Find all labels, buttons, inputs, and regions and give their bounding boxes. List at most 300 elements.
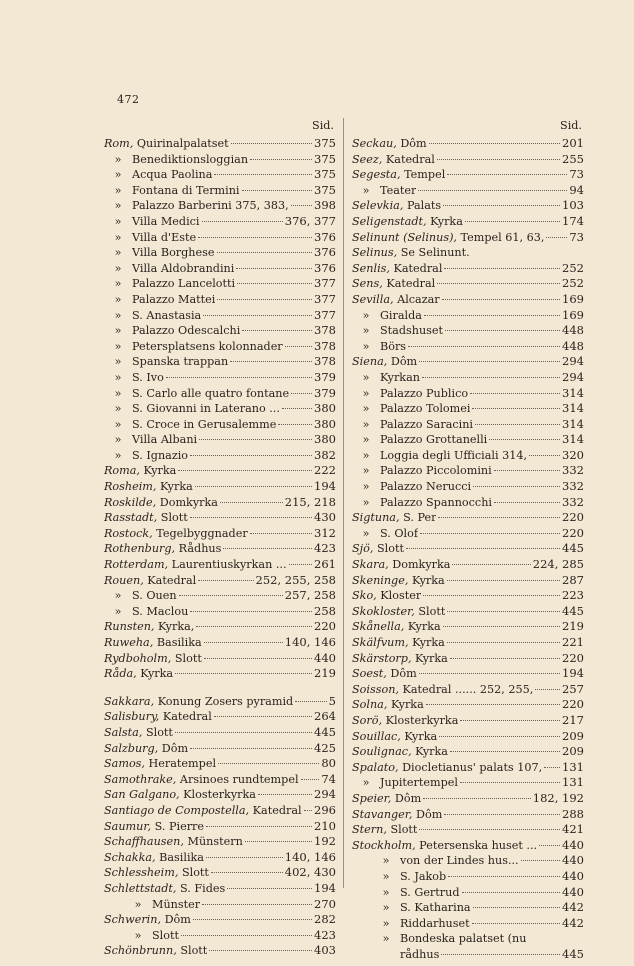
- entry-text: S. Ivo: [132, 370, 164, 384]
- ditto-mark: »: [114, 402, 122, 416]
- index-entry: [352, 276, 584, 292]
- index-entry: [352, 323, 584, 339]
- ditto-mark: »: [114, 199, 122, 213]
- page-reference: 440: [562, 853, 584, 868]
- entry-text: Palazzo Nerucci: [380, 480, 472, 494]
- page-reference: 398: [314, 198, 336, 213]
- leader-dots: [443, 626, 560, 627]
- leader-dots: [211, 872, 283, 873]
- page-reference: 380: [314, 416, 336, 431]
- entry-label: [104, 495, 218, 511]
- place-name: Segesta,: [352, 168, 401, 182]
- page-reference: 376: [314, 260, 336, 275]
- index-entry: [352, 354, 584, 370]
- entry-label: [104, 198, 289, 214]
- ditto-mark: »: [114, 339, 122, 353]
- ditto-mark: »: [382, 916, 390, 930]
- index-entry: [104, 865, 336, 881]
- index-entry: [104, 198, 336, 214]
- page-reference: 194: [314, 880, 336, 895]
- entry-text: Palazzo Saracini: [380, 417, 474, 431]
- leader-dots: [198, 580, 253, 581]
- index-entry: [352, 853, 584, 869]
- ditto-mark: »: [362, 308, 370, 322]
- index-entry: [352, 510, 584, 526]
- entry-text: S. Ouen: [132, 589, 177, 603]
- leader-dots: [447, 580, 560, 581]
- leader-dots: [245, 841, 312, 842]
- leader-dots: [195, 486, 312, 487]
- entry-label: [104, 214, 200, 230]
- entry-label: [104, 136, 229, 152]
- page-reference: 442: [562, 915, 584, 930]
- entry-text: Arsinoes rundtempel: [176, 772, 299, 786]
- leader-dots: [452, 564, 530, 565]
- leader-dots: [419, 673, 560, 674]
- entry-text: Palazzo Barberini 375, 383,: [132, 199, 289, 213]
- entry-text: S. Croce in Gerusalemme: [132, 417, 277, 431]
- entry-label: [104, 651, 202, 667]
- entry-label: [352, 510, 436, 526]
- index-entry: [104, 510, 336, 526]
- page-reference: 252: [562, 260, 584, 275]
- place-name: Soulignac,: [352, 745, 412, 759]
- index-entry: [104, 432, 336, 448]
- entry-label: [352, 526, 418, 542]
- entry-text: Kyrkan: [380, 370, 420, 384]
- entry-text: Heratempel: [144, 757, 217, 771]
- index-entry: [104, 417, 336, 433]
- index-entry: [104, 772, 336, 788]
- leader-dots: [494, 502, 560, 503]
- page-reference: 252: [562, 276, 584, 291]
- index-entry: [104, 276, 336, 292]
- page-reference: 378: [314, 354, 336, 369]
- ditto-mark: »: [114, 417, 122, 431]
- page-reference: 209: [562, 728, 584, 743]
- leader-dots: [470, 393, 560, 394]
- index-entry: [104, 214, 336, 230]
- entry-label: [352, 666, 417, 682]
- leader-dots: [278, 424, 312, 425]
- page-reference: 332: [562, 479, 584, 494]
- entry-text: Villa Borghese: [132, 246, 215, 260]
- entry-label: [352, 401, 470, 417]
- entry-text: Dôm: [387, 355, 418, 369]
- leader-dots: [258, 794, 312, 795]
- index-entry: [104, 479, 336, 495]
- index-entry: [104, 943, 336, 959]
- leader-dots: [304, 810, 312, 811]
- index-entry: [352, 807, 584, 823]
- page-reference: 103: [562, 198, 584, 213]
- page-reference: 209: [562, 744, 584, 759]
- place-name: Skara,: [352, 558, 389, 572]
- place-name: Seckau,: [352, 137, 397, 150]
- entry-text: Basilika: [153, 636, 202, 649]
- entry-text: Palazzo Piccolomini: [380, 464, 492, 478]
- entry-text: Spanska trappan: [132, 355, 229, 369]
- index-entry: [352, 526, 584, 542]
- place-name: Siena,: [352, 355, 388, 369]
- entry-label: [104, 604, 188, 620]
- entry-label: [104, 772, 299, 788]
- leader-dots: [289, 564, 313, 565]
- entry-label: [104, 370, 164, 386]
- leader-dots: [190, 455, 312, 456]
- entry-label: [352, 651, 448, 667]
- entry-text: Katedral: [389, 261, 443, 275]
- entry-text: Giralda: [380, 308, 422, 322]
- entry-label: [104, 432, 197, 448]
- index-entry: [352, 245, 584, 261]
- leader-dots: [444, 814, 560, 815]
- entry-list-left: [104, 136, 336, 959]
- entry-text: Klosterkyrka: [179, 788, 256, 802]
- entry-text: Dôm: [386, 667, 417, 681]
- entry-text: S. Jakob: [400, 869, 447, 883]
- ditto-mark: »: [382, 854, 390, 868]
- entry-label: [352, 448, 527, 464]
- entry-label: [352, 947, 439, 963]
- entry-label: [352, 167, 445, 183]
- entry-text: Alcazar: [393, 292, 440, 306]
- entry-text: Kyrka: [156, 480, 193, 494]
- ditto-mark: »: [114, 308, 122, 322]
- page-reference: 377: [314, 291, 336, 306]
- ditto-mark: »: [382, 901, 390, 915]
- index-entry: [352, 775, 584, 791]
- page-reference: 377: [314, 307, 336, 322]
- index-entry: [352, 448, 584, 464]
- place-name: Rom,: [104, 137, 134, 150]
- entry-label: [352, 323, 443, 339]
- index-entry: [352, 230, 584, 246]
- entry-text: Villa d'Este: [132, 230, 197, 244]
- leader-dots: [475, 424, 560, 425]
- ditto-mark: »: [134, 897, 142, 911]
- entry-label: [352, 370, 420, 386]
- entry-label: [104, 694, 293, 710]
- leader-dots: [242, 190, 313, 191]
- ditto-mark: »: [362, 183, 370, 197]
- entry-text: Slott: [178, 866, 209, 880]
- entry-label: [352, 729, 437, 745]
- leader-dots: [521, 860, 560, 861]
- place-name: Rasstadt,: [104, 511, 158, 525]
- leader-dots: [535, 689, 560, 690]
- leader-dots: [220, 502, 283, 503]
- leader-dots: [250, 533, 312, 534]
- page-reference: 376, 377: [284, 213, 336, 228]
- entry-text: Dôm: [396, 137, 427, 150]
- entry-label: [352, 869, 446, 885]
- index-entry: [352, 588, 584, 604]
- leader-dots: [494, 470, 560, 471]
- page-reference: 222: [314, 463, 336, 478]
- page-reference: 80: [321, 756, 336, 771]
- index-entry: [352, 885, 584, 901]
- place-name: Schakka,: [104, 850, 156, 864]
- page-reference: 220: [562, 697, 584, 712]
- place-name: Schaffhausen,: [104, 835, 184, 849]
- entry-label: [104, 526, 248, 542]
- entry-label: [352, 198, 441, 214]
- place-name: Runsten,: [104, 620, 155, 634]
- page-reference: 74: [321, 771, 336, 786]
- index-entry: [104, 803, 336, 819]
- entry-text: Kyrka: [400, 729, 438, 743]
- leader-dots: [419, 829, 560, 830]
- place-name: Schwerin,: [104, 913, 162, 927]
- entry-text: Palazzo Lancelotti: [132, 277, 236, 291]
- entry-text: S. Anastasia: [132, 308, 202, 322]
- entry-label: [104, 276, 235, 292]
- leader-dots: [472, 408, 560, 409]
- ditto-mark: »: [362, 448, 370, 462]
- entry-label: [104, 819, 204, 835]
- place-name: Soest,: [352, 667, 387, 681]
- leader-dots: [179, 595, 283, 596]
- entry-text: Kloster: [376, 589, 422, 603]
- entry-label: [352, 744, 448, 760]
- page-reference: 220: [314, 619, 336, 634]
- leader-dots: [419, 361, 560, 362]
- index-entry: [104, 261, 336, 277]
- leader-dots: [424, 315, 560, 316]
- ditto-mark: »: [114, 604, 122, 618]
- index-entry: [104, 819, 336, 835]
- leader-dots: [429, 143, 560, 144]
- entry-label: [352, 557, 450, 573]
- page-reference: 379: [314, 385, 336, 400]
- entry-text: Katedral: [249, 803, 302, 817]
- index-entry: [104, 881, 336, 897]
- index-entry: [352, 479, 584, 495]
- entry-label: [104, 756, 216, 772]
- entry-text: Kyrka: [408, 573, 445, 587]
- place-name: Schlettstadt,: [104, 881, 177, 895]
- entry-text: Palazzo Tolomei: [380, 402, 471, 416]
- ditto-mark: »: [382, 869, 390, 883]
- page-reference: 296: [314, 802, 336, 817]
- page-reference: 94: [569, 182, 584, 197]
- page-reference: 73: [569, 229, 584, 244]
- place-name: Solna,: [352, 698, 388, 712]
- page-reference: 378: [314, 338, 336, 353]
- index-entry: [104, 448, 336, 464]
- place-name: Rotterdam,: [104, 558, 169, 572]
- entry-label: [352, 432, 487, 448]
- index-entry: [352, 869, 584, 885]
- page-reference: 169: [562, 307, 584, 322]
- ditto-mark: »: [114, 433, 122, 447]
- place-name: Santiago de Compostella,: [104, 803, 250, 817]
- entry-text: Kyrka: [426, 214, 463, 228]
- page-reference: 423: [314, 541, 336, 556]
- leader-dots: [544, 767, 560, 768]
- index-entry: [352, 947, 584, 963]
- place-name: Sko,: [352, 589, 377, 603]
- page-reference: 423: [314, 927, 336, 942]
- leader-dots: [202, 904, 312, 905]
- entry-label: [104, 261, 234, 277]
- place-name: Samothrake,: [104, 772, 177, 786]
- page-reference: 257, 258: [284, 588, 336, 603]
- page-reference: 224, 285: [532, 557, 584, 572]
- entry-text: Kyrka,: [154, 620, 195, 634]
- entry-label: [352, 292, 440, 308]
- page-reference: 270: [314, 896, 336, 911]
- leader-dots: [539, 845, 560, 846]
- page-reference: 448: [562, 338, 584, 353]
- entry-text: Slott: [152, 928, 179, 942]
- leader-dots: [472, 923, 560, 924]
- place-name: Skånella,: [352, 620, 405, 634]
- entry-label: [352, 822, 417, 838]
- leader-dots: [406, 548, 560, 549]
- entry-label: [352, 541, 404, 557]
- index-entry: [104, 573, 336, 589]
- entry-label: [352, 682, 533, 698]
- entry-text: Palazzo Odescalchi: [132, 324, 241, 338]
- ditto-mark: »: [114, 230, 122, 244]
- place-name: Seligenstadt,: [352, 214, 427, 228]
- entry-label: [352, 931, 526, 947]
- entry-label: [104, 308, 201, 324]
- leader-dots: [447, 611, 560, 612]
- entry-label: [104, 850, 204, 866]
- index-entry: [352, 292, 584, 308]
- page-reference: 445: [562, 946, 584, 961]
- leader-dots: [473, 486, 560, 487]
- entry-label: [104, 183, 240, 199]
- leader-dots: [460, 782, 560, 783]
- ditto-mark: »: [114, 246, 122, 260]
- entry-text: Slott: [373, 542, 404, 556]
- index-entry: [352, 386, 584, 402]
- leader-dots: [237, 283, 312, 284]
- leader-dots: [529, 455, 560, 456]
- page-reference: 448: [562, 323, 584, 338]
- page-reference: 210: [314, 818, 336, 833]
- entry-label: [104, 588, 177, 604]
- page-reference: 440: [562, 884, 584, 899]
- entry-text: S. Giovanni in Laterano ...: [132, 402, 280, 416]
- page-reference: 440: [562, 837, 584, 852]
- place-name: Skokloster,: [352, 604, 415, 618]
- entry-text: Dôm: [391, 791, 422, 805]
- entry-label: [352, 619, 441, 635]
- index-entry: [104, 323, 336, 339]
- entry-text: Acqua Paolina: [132, 168, 213, 182]
- page-reference: 320: [562, 447, 584, 462]
- page-reference: 140, 146: [284, 849, 336, 864]
- place-name: Rouen,: [104, 573, 144, 587]
- page-reference: 252, 255, 258: [255, 572, 336, 587]
- place-name: Speier,: [352, 791, 392, 805]
- page-reference: 182, 192: [532, 790, 584, 805]
- entry-label: [352, 604, 445, 620]
- place-name: Rydboholm,: [104, 651, 172, 665]
- entry-text: Konung Zosers pyramid: [154, 694, 294, 708]
- place-name: Rothenburg,: [104, 542, 176, 556]
- entry-text: Münster: [152, 897, 201, 911]
- index-entry: [104, 928, 336, 944]
- entry-text: Katedral: [159, 710, 212, 724]
- entry-label: [104, 803, 302, 819]
- leader-dots: [465, 221, 560, 222]
- entry-text: Petersplatsens kolonnader: [132, 339, 283, 353]
- ditto-mark: »: [114, 277, 122, 291]
- place-name: Salzburg,: [104, 741, 159, 755]
- entry-label: [104, 573, 196, 589]
- leader-dots: [193, 919, 312, 920]
- entry-label: [104, 292, 215, 308]
- leader-dots: [190, 517, 312, 518]
- place-name: Roma,: [104, 464, 140, 478]
- entry-text: rådhus: [400, 947, 440, 961]
- entry-label: [352, 573, 445, 589]
- leader-dots: [420, 533, 560, 534]
- entry-label: [104, 152, 248, 168]
- page-reference: 220: [562, 650, 584, 665]
- entry-text: Kyrka: [411, 651, 448, 665]
- index-entry: [352, 682, 584, 698]
- entry-text: Klosterkyrka: [382, 713, 459, 727]
- index-entry: [352, 152, 584, 168]
- leader-dots: [444, 268, 560, 269]
- entry-text: Kyrka: [404, 620, 441, 634]
- leader-dots: [291, 393, 312, 394]
- leader-dots: [295, 701, 326, 702]
- entry-text: Kyrka: [411, 745, 448, 759]
- page-reference: 219: [562, 619, 584, 634]
- entry-label: [352, 261, 442, 277]
- entry-text: Petersenska huset ...: [415, 838, 538, 852]
- page-reference: 403: [314, 943, 336, 958]
- entry-text: Fontana di Termini: [132, 183, 240, 197]
- entry-label: [104, 354, 228, 370]
- place-name: Senlis,: [352, 261, 390, 275]
- page-reference: 425: [314, 740, 336, 755]
- entry-label: [352, 791, 421, 807]
- place-name: Sevilla,: [352, 292, 394, 306]
- entry-label: [104, 230, 196, 246]
- entry-text: S. Fides: [176, 881, 226, 895]
- page-reference: 380: [314, 432, 336, 447]
- entry-text: Tegelbyggnader: [152, 526, 248, 540]
- entry-text: Kyrka: [387, 698, 424, 712]
- entry-label: [104, 339, 283, 355]
- leader-dots: [227, 888, 312, 889]
- ditto-mark: »: [114, 589, 122, 603]
- page-reference: 257: [562, 681, 584, 696]
- place-name: Sens,: [352, 277, 383, 291]
- leader-dots: [250, 159, 312, 160]
- page-reference: 375: [314, 167, 336, 182]
- leader-dots: [206, 826, 312, 827]
- place-name: Seez,: [352, 152, 383, 166]
- entry-label: [352, 775, 458, 791]
- column-divider: [343, 118, 344, 888]
- page-reference: 378: [314, 323, 336, 338]
- leader-dots: [209, 950, 312, 951]
- leader-dots: [445, 330, 560, 331]
- page-reference: 440: [562, 868, 584, 883]
- leader-dots: [236, 268, 312, 269]
- entry-label: [104, 448, 188, 464]
